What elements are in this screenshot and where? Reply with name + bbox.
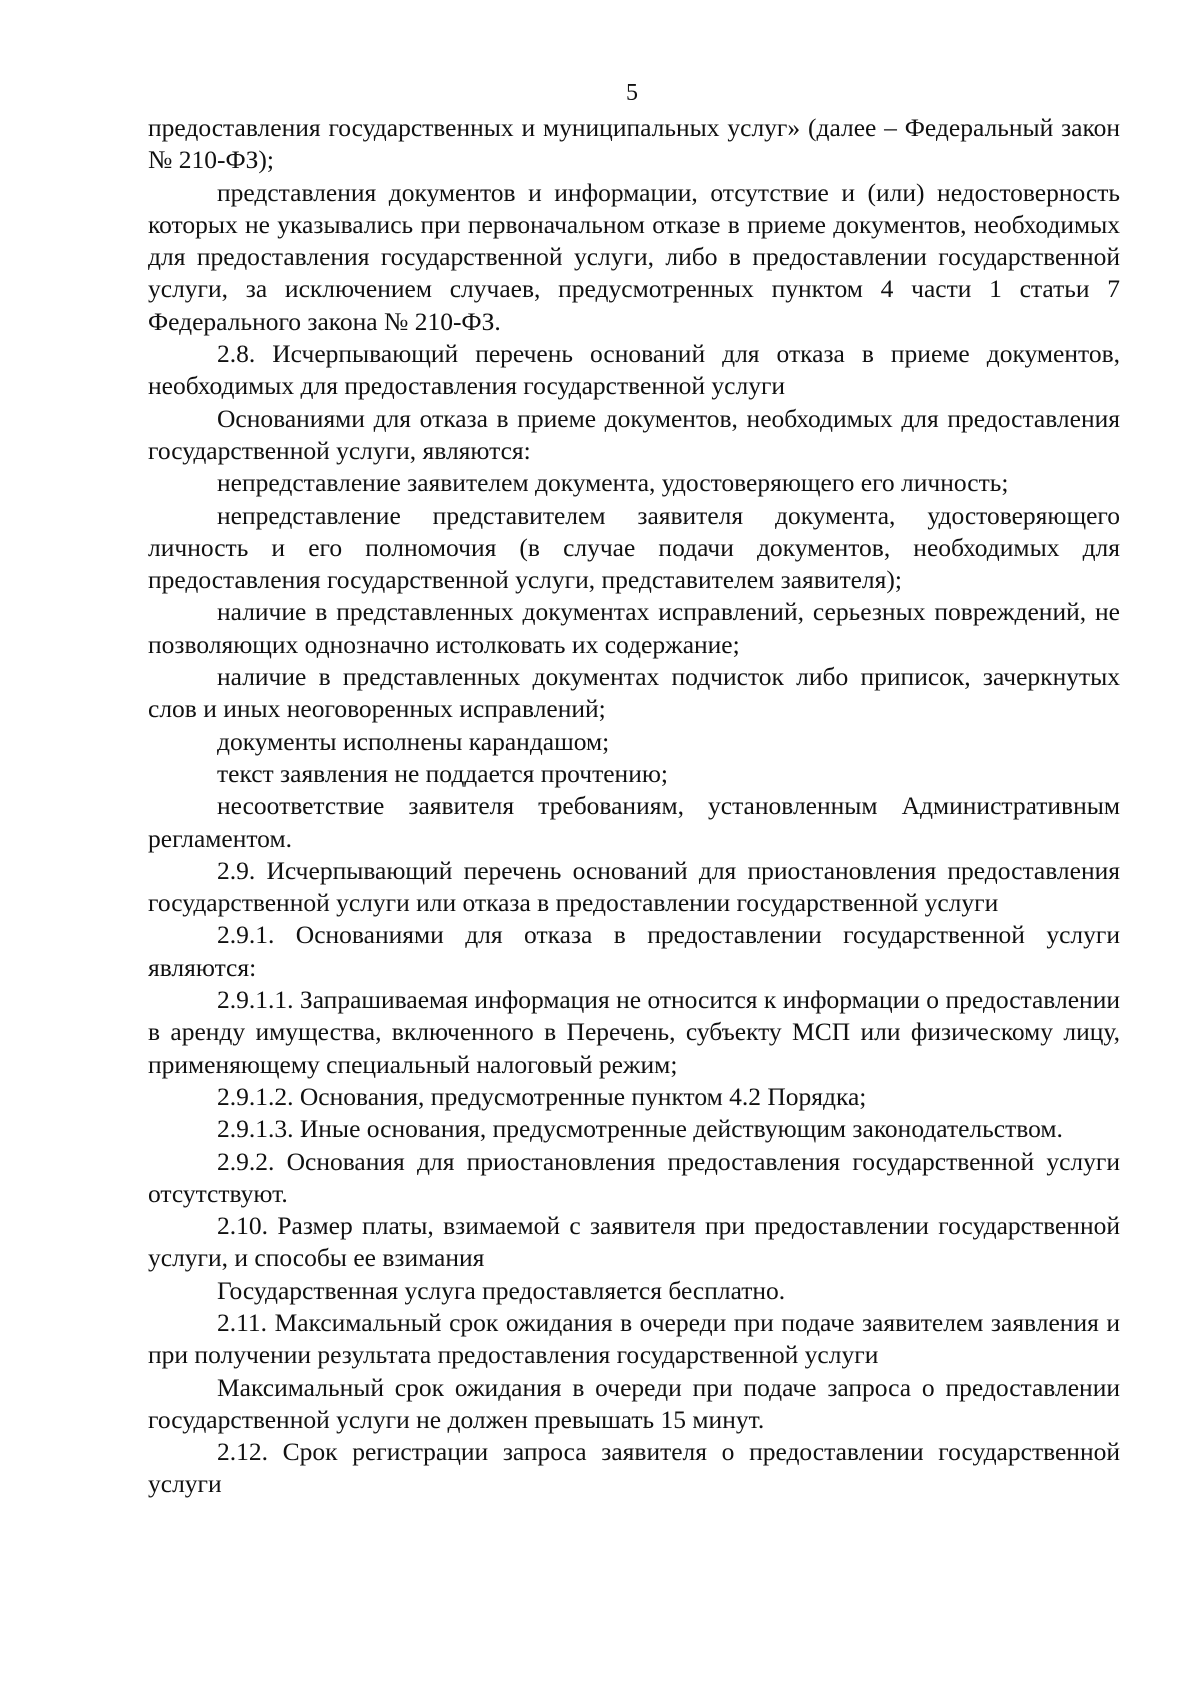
list-item: непредставление заявителем документа, удостоверяющего его личность;	[217, 468, 1009, 498]
paragraph: представления документов и информации, отсутствие и (или) недостоверность которых не указывались при первоначальном отказе в приеме документов, необходимых для предоставления государственной услуги, либо в предоставлении государственной услуги, за исключением случаев, предусмотренных пунктом 4 части 1 статьи 7 Федерального закона № 210-ФЗ.	[148, 177, 1120, 336]
paragraph: Максимальный срок ожидания в очереди при подаче запроса о предоставлении государственной услуги не должен превышать 15 минут.	[148, 1372, 1120, 1434]
paragraph: 2.9.1.2. Основания, предусмотренные пунктом 4.2 Порядка;	[217, 1081, 867, 1111]
paragraph: 2.9.1. Основаниями для отказа в предоставлении государственной услуги являются:	[148, 920, 1120, 982]
section-heading-2-9: 2.9. Исчерпывающий перечень оснований для приостановления предоставления государственной услуги или отказа в предоставлении государственной услуги	[148, 855, 1120, 918]
paragraph: Основаниями для отказа в приеме документов, необходимых для предоставления государственной услуги, являются:	[148, 403, 1120, 465]
list-item: текст заявления не поддается прочтению;	[217, 758, 668, 788]
list-item: непредставление представителем заявителя документа, удостоверяющего личность и его полномочия (в случае подачи документов, необходимых для предоставления государственной услуги, представителем заявителя);	[148, 500, 1120, 595]
page-number: 5	[626, 80, 638, 106]
paragraph: 2.9.1.3. Иные основания, предусмотренные действующим законодательством.	[217, 1114, 1063, 1144]
paragraph: 2.9.1.1. Запрашиваемая информация не относится к информации о предоставлении в аренду имущества, включенного в Перечень, субъекту МСП или физическому лицу, применяющему специальный налоговый режим;	[148, 985, 1120, 1079]
section-heading-2-11: 2.11. Максимальный срок ожидания в очереди при подаче заявителем заявления и при получении результата предоставления государственной услуги	[148, 1307, 1120, 1370]
section-heading-2-10: 2.10. Размер платы, взимаемой с заявителя при предоставлении государственной услуги, и способы ее взимания	[148, 1211, 1120, 1273]
document-body	[148, 112, 1120, 1501]
paragraph: 2.9.2. Основания для приостановления предоставления государственной услуги отсутствуют.	[148, 1146, 1120, 1208]
list-item: документы исполнены карандашом;	[217, 726, 610, 756]
section-heading-2-12: 2.12. Срок регистрации запроса заявителя о предоставлении государственной услуги	[148, 1437, 1120, 1499]
list-item: несоответствие заявителя требованиям, установленным Административным регламентом.	[148, 791, 1120, 853]
paragraph: Государственная услуга предоставляется бесплатно.	[217, 1275, 786, 1305]
list-item: наличие в представленных документах подчисток либо приписок, зачеркнутых слов и иных неоговоренных исправлений;	[148, 662, 1120, 724]
list-item: наличие в представленных документах исправлений, серьезных повреждений, не позволяющих однозначно истолковать их содержание;	[148, 597, 1120, 659]
section-heading-2-8: 2.8. Исчерпывающий перечень оснований для отказа в приеме документов, необходимых для предоставления государственной услуги	[148, 339, 1120, 401]
paragraph: предоставления государственных и муниципальных услуг» (далее – Федеральный закон № 210-ФЗ);	[148, 113, 1120, 175]
